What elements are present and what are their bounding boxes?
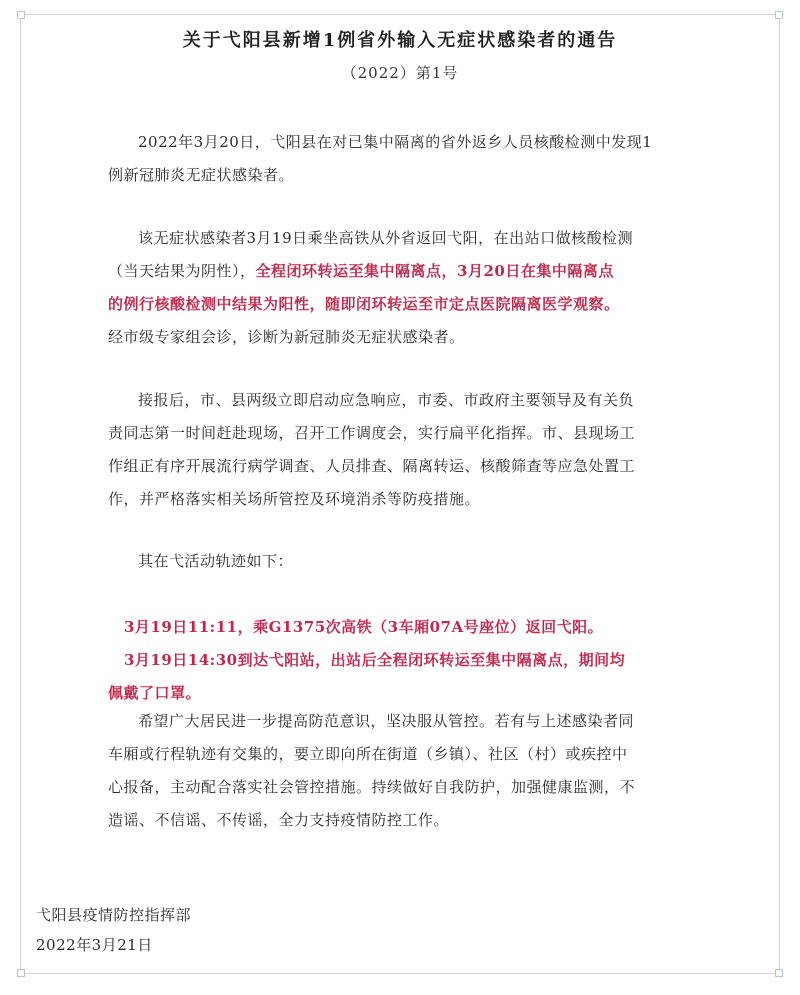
signoff-date: 2022年3月21日 (36, 936, 153, 954)
highlight-text: 全程闭环转运至集中隔离点，3月20日在集中隔离点 (255, 262, 614, 280)
paragraph-line: 责同志第一时间赶赴现场，召开工作调度会，实行扁平化指挥。市、县现场工 (108, 424, 636, 442)
trajectory-item: 3月19日14:30到达弋阳站，出站后全程闭环转运至集中隔离点，期间均 (124, 651, 626, 669)
paragraph-line (108, 255, 770, 288)
paragraph-case-details (108, 222, 770, 354)
frame-corner (17, 969, 25, 977)
signoff-organization: 弋阳县疫情防控指挥部 (36, 906, 192, 924)
paragraph-line: 例新冠肺炎无症状感染者。 (108, 166, 295, 184)
paragraph-line: 2022年3月20日，弋阳县在对已集中隔离的省外返乡人员核酸检测中发现1 (138, 133, 653, 151)
paragraph-line: 经市级专家组会诊，诊断为新冠肺炎无症状感染者。 (108, 328, 465, 346)
paragraph-line: 车厢或行程轨迹有交集的，要立即向所在街道（乡镇）、社区（村）或疾控中 (108, 745, 628, 763)
frame-corner (775, 969, 783, 977)
paragraph-appeal (108, 705, 770, 837)
paragraph-line: 心报备，主动配合落实社会管控措施。持续做好自我防护，加强健康监测，不 (108, 778, 636, 796)
trajectory-intro: 其在弋活动轨迹如下： (138, 552, 294, 570)
paragraph-line: 该无症状感染者3月19日乘坐高铁从外省返回弋阳，在出站口做核酸检测 (138, 229, 634, 247)
frame-corner (775, 11, 783, 19)
paragraph-line: 接报后，市、县两级立即启动应急响应，市委、市政府主要领导及有关负 (138, 391, 635, 409)
paragraph-text: （当天结果为阴性）， (108, 262, 256, 280)
paragraph-detection (108, 126, 770, 192)
highlight-line: 的例行核酸检测中结果为阳性，随即闭环转运至市定点医院隔离医学观察。 (108, 295, 620, 313)
notice-title: 关于弋阳县新增1例省外输入无症状感染者的通告 (182, 30, 618, 51)
trajectory-list (108, 611, 770, 710)
paragraph-response (108, 384, 770, 516)
paragraph-line: 作，并严格落实相关场所管控及环境消杀等防疫措施。 (108, 490, 481, 508)
trajectory-item: 3月19日11:11，乘G1375次高铁（3车厢07A号座位）返回弋阳。 (124, 618, 604, 636)
trajectory-item: 佩戴了口罩。 (108, 684, 202, 702)
paragraph-line: 作组正有序开展流行病学调查、人员排查、隔离转运、核酸筛查等应急处置工 (108, 457, 636, 475)
notice-number: （2022）第1号 (341, 64, 459, 82)
paragraph-line: 希望广大居民进一步提高防范意识，坚决服从管控。若有与上述感染者同 (138, 712, 635, 730)
frame-corner (17, 11, 25, 19)
paragraph-line: 造谣、不信谣、不传谣，全力支持疫情防控工作。 (108, 811, 450, 829)
